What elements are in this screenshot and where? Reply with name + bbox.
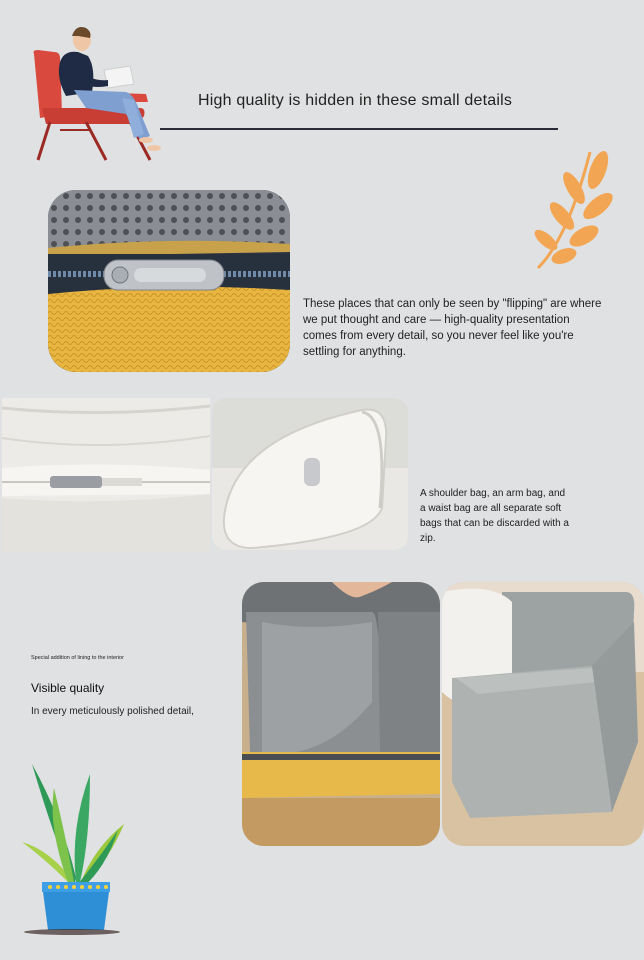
leaf-sprig-icon	[528, 148, 618, 274]
grey-sofa-bed-photo	[442, 582, 644, 846]
potted-plant-icon	[14, 758, 134, 936]
flip-detail-paragraph: These places that can only be seen by "flipping" are where we put thought and care — high-quality presentation comes from every detail, so you never feel like you're settling for anything.	[303, 298, 602, 358]
person-on-chair-icon	[30, 22, 165, 162]
grey-lining-photo	[242, 582, 440, 846]
white-pillow-photo	[212, 398, 408, 550]
lining-caption: Special addition of lining to the interior	[31, 655, 124, 661]
soft-bags-paragraph: A shoulder bag, an arm bag, and a waist bag are all separate soft bags that can be discarded with a zip.	[420, 488, 569, 544]
section-title: Visible quality	[31, 681, 105, 695]
title-divider	[160, 128, 558, 130]
zipper-closeup-photo	[48, 190, 290, 372]
white-cushion-zipper-photo	[2, 398, 210, 552]
page-title: High quality is hidden in these small details	[198, 92, 513, 109]
section-subtitle: In every meticulously polished detail,	[31, 706, 194, 717]
